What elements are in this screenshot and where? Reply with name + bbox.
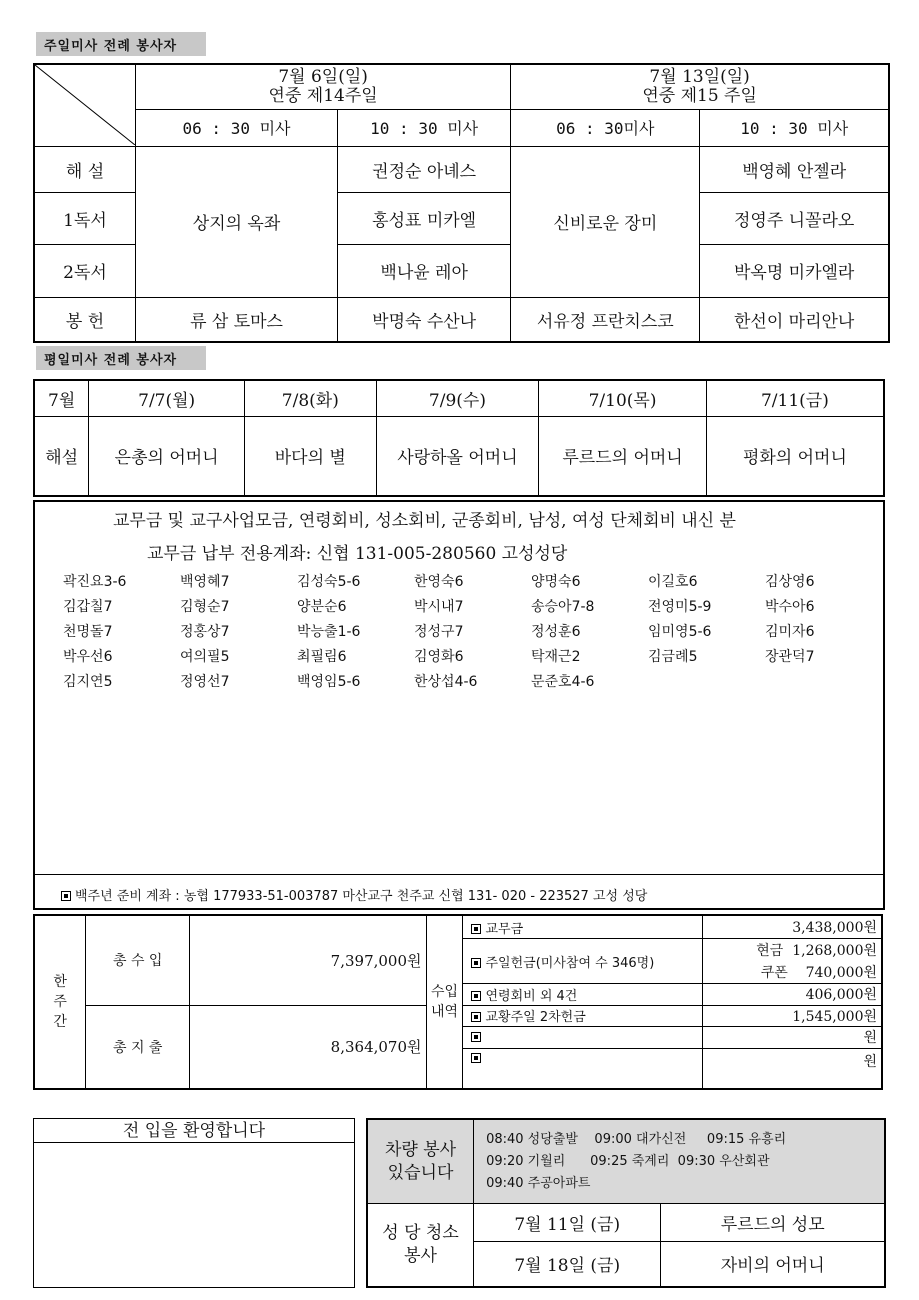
mass-time: 10 : 30 미사: [700, 109, 889, 146]
income-item-value: 3,438,000원: [702, 915, 882, 939]
welcome-box: [33, 1118, 355, 1288]
income-item: [463, 1027, 702, 1048]
donor-name: 정홍상7: [180, 624, 230, 640]
donations-heading: 교무금 및 교구사업모금, 연령회비, 성소회비, 군종회비, 남성, 여성 단체회비 내신 분: [113, 511, 736, 531]
role-label: 1독서: [34, 192, 136, 244]
checkbox-icon: [471, 991, 481, 1001]
cleaning-date: 7월 18일 (금): [474, 1241, 661, 1287]
role-label: 봉 헌: [34, 297, 136, 342]
detail-label: 수입내역: [426, 915, 463, 1089]
donor-name: 한상섭4-6: [414, 674, 478, 690]
donor-name: 한영숙6: [414, 574, 464, 590]
donor-name: 백영혜7: [180, 574, 230, 590]
donor-name: 탁재근2: [531, 649, 581, 665]
jubilee-account-text: 백주년 준비 계좌 : 농협 177933-51-003787 마산교구 천주교 신협 131- 020 - 223527 고성 성당: [75, 889, 648, 904]
mass-time: 06 : 30미사: [511, 109, 700, 146]
weekday-date: 7/8(화): [244, 380, 376, 416]
checkbox-icon: [471, 1032, 481, 1042]
donations-box: [33, 500, 885, 910]
role-label: 해설: [34, 416, 89, 496]
weekday-group: 사랑하올 어머니: [376, 416, 539, 496]
weekday-group: 평화의 어머니: [706, 416, 884, 496]
checkbox-icon: [471, 1053, 481, 1063]
income-item-coupon: 쿠폰 740,000원: [702, 961, 882, 984]
income-item-value: 원: [702, 1048, 882, 1089]
donor-name: 양분순6: [297, 599, 347, 615]
checkbox-icon: [471, 958, 481, 968]
sunday-date-2-week: 연중 제15 주일: [642, 85, 757, 106]
donor-name: 이길호6: [648, 574, 698, 590]
sunday-date-1-week: 연중 제14주일: [268, 85, 378, 106]
server-name: 홍성표 미카엘: [338, 192, 511, 244]
weekday-date: 7/11(금): [706, 380, 884, 416]
server-name: 한선이 마리안나: [700, 297, 889, 342]
server-name: 박옥명 미카엘라: [700, 244, 889, 297]
income-item: 교황주일 2차헌금: [463, 1005, 702, 1026]
income-value: 7,397,000원: [190, 915, 426, 1005]
expense-label: 총 지 출: [86, 1005, 190, 1089]
donor-name: 정성구7: [414, 624, 464, 640]
sunday-date-1-day: 7월 6일(일): [278, 66, 368, 87]
server-name: 권정순 아녜스: [338, 146, 511, 192]
server-name: 류 삼 토마스: [136, 297, 338, 342]
donor-name: 박수아6: [765, 599, 815, 615]
cleaning-label: 성 당 청소 봉사: [367, 1204, 474, 1287]
donor-list: [63, 574, 863, 691]
weekday-date: 7/9(수): [376, 380, 539, 416]
role-label: 해 설: [34, 146, 136, 192]
sunday2-early-group: 신비로운 장미: [511, 146, 700, 297]
donor-name: 여의필5: [180, 649, 230, 665]
donor-name: 문준호4-6: [531, 674, 595, 690]
donor-name: 전영미5-9: [648, 599, 712, 615]
cleaning-group: 루르드의 성모: [661, 1204, 885, 1242]
donor-name: 김성숙5-6: [297, 574, 361, 590]
weekday-mass-table: [33, 379, 885, 497]
server-name: 백영혜 안젤라: [700, 146, 889, 192]
donor-name: 송승아7-8: [531, 599, 595, 615]
donor-name: 김금례5: [648, 649, 698, 665]
shuttle-label: 차량 봉사 있습니다: [367, 1119, 474, 1204]
donor-name: 천명돌7: [63, 624, 113, 640]
donor-name: 김영화6: [414, 649, 464, 665]
donor-name: 임미영5-6: [648, 624, 712, 640]
income-label: 총 수 입: [86, 915, 190, 1005]
donor-name: 백영임5-6: [297, 674, 361, 690]
checkbox-icon: [61, 891, 71, 901]
shuttle-schedule: 08:40 성당출발 09:00 대가신전 09:15 유흥리 09:20 기월리 09:25 죽계리 09:30 우산회관 09:40 주공아파트: [474, 1119, 885, 1204]
diagonal-line: [35, 65, 135, 145]
welcome-title: 전 입을 환영합니다: [34, 1119, 354, 1143]
donor-name: 박우선6: [63, 649, 113, 665]
checkbox-icon: [471, 924, 481, 934]
jubilee-account: [61, 885, 647, 904]
month-label: 7월: [34, 380, 89, 416]
mass-time: 10 : 30 미사: [338, 109, 511, 146]
donor-name: 곽진요3-6: [63, 574, 127, 590]
cleaning-date: 7월 11일 (금): [474, 1204, 661, 1242]
week-label: 한주간: [34, 915, 86, 1089]
server-name: 정영주 니꼴라오: [700, 192, 889, 244]
weekday-group: 은총의 어머니: [89, 416, 245, 496]
server-name: 백나윤 레아: [338, 244, 511, 297]
donations-account: 교무금 납부 전용계좌: 신협 131-005-280560 고성성당: [147, 544, 568, 564]
sunday-mass-table: [33, 63, 890, 343]
income-item-value: 원: [702, 1027, 882, 1048]
donor-name: 장관덕7: [765, 649, 815, 665]
role-label: 2독서: [34, 244, 136, 297]
diagonal-header-cell: [34, 64, 136, 146]
donor-name: 최필림6: [297, 649, 347, 665]
donor-name: 정영선7: [180, 674, 230, 690]
mass-time: 06 : 30 미사: [136, 109, 338, 146]
finance-table: [33, 914, 883, 1090]
donor-name: 박능출1-6: [297, 624, 361, 640]
income-item: 연령회비 외 4건: [463, 984, 702, 1005]
weekday-date: 7/10(목): [539, 380, 707, 416]
weekday-group: 루르드의 어머니: [539, 416, 707, 496]
weekday-date: 7/7(월): [89, 380, 245, 416]
donor-name: 김지연5: [63, 674, 113, 690]
sunday-section-title: 주일미사 전례 봉사자: [36, 32, 206, 56]
donor-name: 정성훈6: [531, 624, 581, 640]
weekday-group: 바다의 별: [244, 416, 376, 496]
server-name: 서유정 프란치스코: [511, 297, 700, 342]
expense-value: 8,364,070원: [190, 1005, 426, 1089]
sunday-date-2-day: 7월 13일(일): [649, 66, 750, 87]
income-item-value: 406,000원: [702, 984, 882, 1005]
donor-name: 박시내7: [414, 599, 464, 615]
donor-name: 양명숙6: [531, 574, 581, 590]
donor-name: 김형순7: [180, 599, 230, 615]
sunday1-early-group: 상지의 옥좌: [136, 146, 338, 297]
shuttle-cleaning-table: [366, 1118, 886, 1288]
income-item-value: 1,545,000원: [702, 1005, 882, 1026]
cleaning-group: 자비의 어머니: [661, 1241, 885, 1287]
checkbox-icon: [471, 1012, 481, 1022]
donor-name: 김상영6: [765, 574, 815, 590]
donor-name: 김갑칠7: [63, 599, 113, 615]
income-item: 주일헌금(미사참여 수 346명): [463, 939, 702, 984]
donor-name: 김미자6: [765, 624, 815, 640]
divider: [35, 874, 883, 875]
income-item: [463, 1048, 702, 1089]
weekday-section-title: 평일미사 전례 봉사자: [36, 346, 206, 370]
server-name: 박명숙 수산나: [338, 297, 511, 342]
sunday-date-2: [511, 64, 889, 109]
income-item: 교무금: [463, 915, 702, 939]
income-item-cash: 현금 1,268,000원: [702, 939, 882, 962]
sunday-date-1: [136, 64, 511, 109]
